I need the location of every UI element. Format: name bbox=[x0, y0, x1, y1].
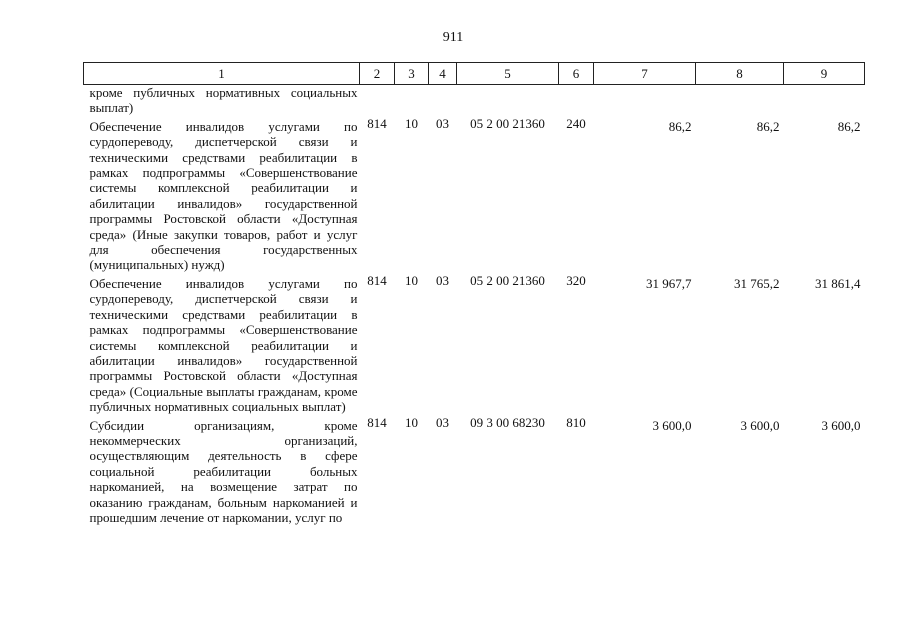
amount-col-8: 31 765,2 bbox=[734, 275, 780, 291]
column-header: 3 bbox=[395, 63, 429, 85]
expense-type-code: 810 bbox=[566, 414, 586, 430]
subsection-code: 03 bbox=[436, 115, 449, 131]
grbs-code bbox=[360, 85, 395, 116]
table-row bbox=[84, 415, 865, 526]
amount-col-8: 3 600,0 bbox=[740, 417, 780, 433]
amount-col-8 bbox=[696, 85, 784, 116]
column-number-header-row bbox=[84, 63, 865, 85]
amount-col-9: 3 600,0 bbox=[821, 417, 861, 433]
target-article-code bbox=[457, 85, 559, 116]
column-header: 8 bbox=[696, 63, 784, 85]
amount-col-7: 31 967,7 bbox=[646, 275, 692, 291]
column-header: 9 bbox=[784, 63, 865, 85]
amount-col-9: 31 861,4 bbox=[815, 275, 861, 291]
amount-col-7 bbox=[594, 85, 696, 116]
row-description: кроме публичных нормативных социальных выплат) bbox=[89, 85, 358, 116]
row-description: Обеспечение инвалидов услугами по сурдопереводу, диспетчерской связи и техническими средствами реабилитации в рамках подпрограммы «Совершенствование системы комплексной реабилитации и абилитации инвалидов» государственной программы Ростовской области «Доступная среда» (Социальные выплаты гражданам, кроме публичных нормативных социальных выплат) bbox=[89, 275, 358, 415]
target-article-code: 09 3 00 68230 bbox=[470, 414, 545, 430]
grbs-code: 814 bbox=[367, 414, 387, 430]
grbs-code: 814 bbox=[367, 115, 387, 131]
section-code bbox=[395, 85, 429, 116]
column-header: 6 bbox=[559, 63, 594, 85]
expense-type-code: 240 bbox=[566, 115, 586, 131]
target-article-code: 05 2 00 21360 bbox=[470, 272, 545, 288]
row-description: Обеспечение инвалидов услугами по сурдопереводу, диспетчерской связи и техническими средствами реабилитации в рамках подпрограммы «Совершенствование системы комплексной реабилитации и абилитации инвалидов» государственной программы Ростовской области «Доступная среда» (Иные закупки товаров, работ и услуг для обеспечения государственных (муниципальных) нужд) bbox=[89, 118, 358, 273]
amount-col-7: 3 600,0 bbox=[652, 417, 692, 433]
row-description: Субсидии организациям, кроме некоммерческих организаций, осуществляющим деятельность в сфере социальной реабилитации больных наркоманией, на возмещение затрат по оказанию гражданам, больным наркоманией и прошедшим лечение от наркомании, услуг по bbox=[89, 417, 358, 525]
column-header: 1 bbox=[84, 63, 360, 85]
grbs-code: 814 bbox=[367, 272, 387, 288]
section-code: 10 bbox=[405, 115, 418, 131]
page-number: 911 bbox=[442, 30, 464, 45]
table-row bbox=[84, 85, 865, 116]
table-row bbox=[84, 116, 865, 273]
table-row bbox=[84, 273, 865, 415]
section-code: 10 bbox=[405, 272, 418, 288]
amount-col-8: 86,2 bbox=[756, 118, 780, 134]
expense-type-code bbox=[559, 85, 594, 116]
budget-table bbox=[83, 62, 865, 525]
amount-col-9: 86,2 bbox=[837, 118, 861, 134]
column-header: 7 bbox=[594, 63, 696, 85]
section-code: 10 bbox=[405, 414, 418, 430]
amount-col-9 bbox=[784, 85, 865, 116]
column-header: 4 bbox=[429, 63, 457, 85]
column-header: 5 bbox=[457, 63, 559, 85]
subsection-code: 03 bbox=[436, 414, 449, 430]
target-article-code: 05 2 00 21360 bbox=[470, 115, 545, 131]
expense-type-code: 320 bbox=[566, 272, 586, 288]
column-header: 2 bbox=[360, 63, 395, 85]
subsection-code bbox=[429, 85, 457, 116]
amount-col-7: 86,2 bbox=[668, 118, 692, 134]
subsection-code: 03 bbox=[436, 272, 449, 288]
